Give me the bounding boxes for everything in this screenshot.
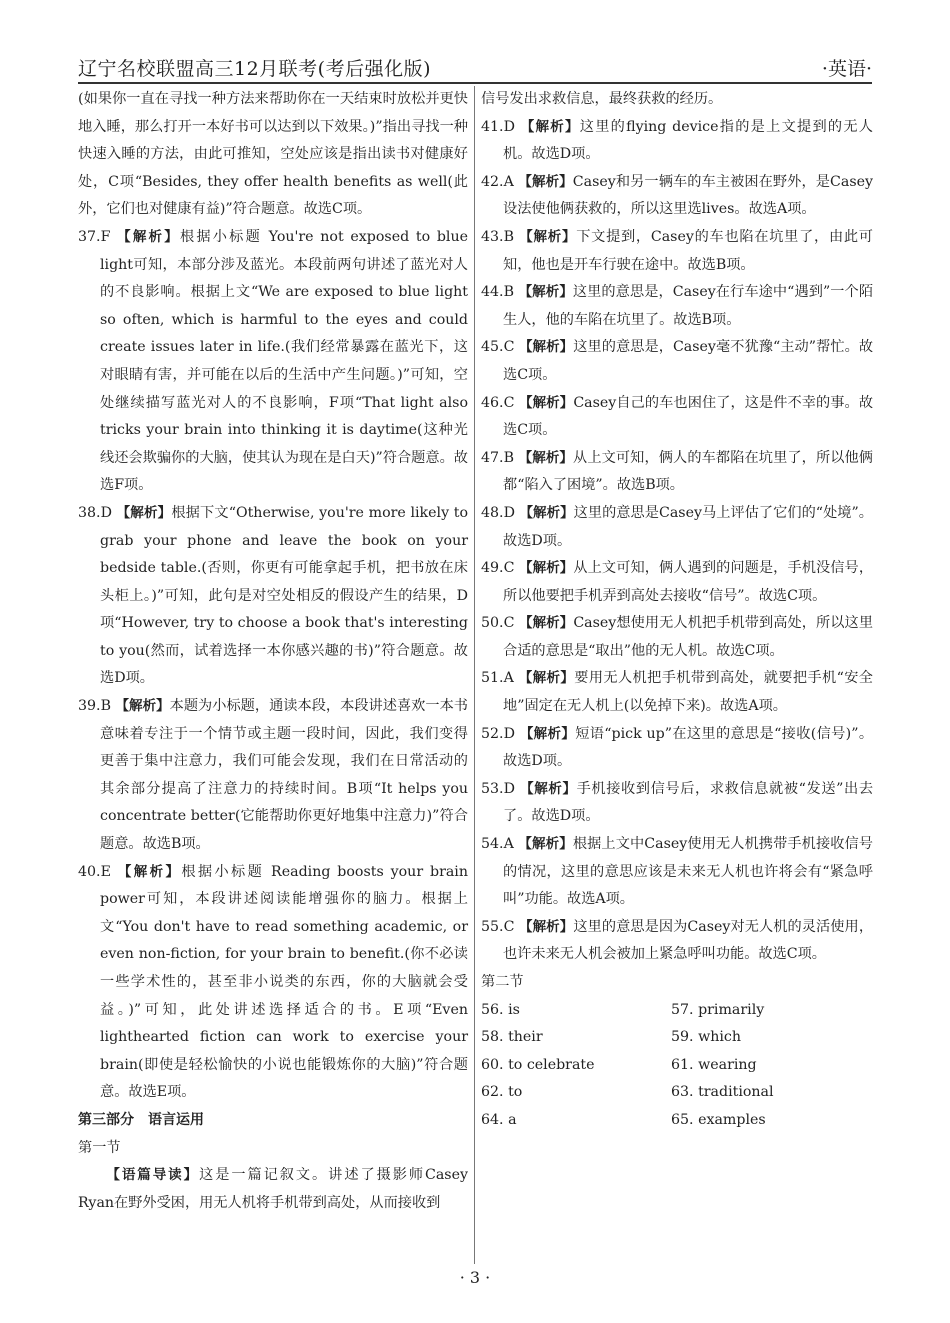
explanation-text: 这里的意思是，Casey在行车途中“遇到”一个陌生人，他的车陷在坑里了。故选B项。: [503, 284, 874, 328]
q37-explanation: [78, 224, 468, 500]
explanation-text: Casey和另一辆车的车主被困在野外，是Casey设法使他俩获救的，所以这里选lives。故选A项。: [503, 173, 874, 218]
explanation-item: [481, 776, 873, 831]
analysis-tag: 【解析】: [519, 615, 574, 632]
explanation-item: [481, 169, 873, 224]
answer-key: 48.D: [481, 504, 515, 521]
answer-key: 49.C: [481, 560, 515, 577]
analysis-tag: 【解析】: [519, 560, 574, 577]
analysis-tag: 【解析】: [519, 228, 577, 245]
answer-key: 55.C: [481, 918, 515, 935]
answer-key: 51.A: [481, 670, 514, 687]
q40-tag: 【解析】: [117, 863, 182, 880]
answer-key: 44.B: [481, 284, 514, 301]
answer-cell: 59. which: [671, 1029, 741, 1046]
q36-continuation: (如果你一直在寻找一种方法来帮助你在一天结束时放松并更快地入睡，那么打开一本好书可以达到以下效果。)”指出寻找一种快速入睡的方法，由此可推知，空处应该是指出读书对健康好处，C项“Besides, they offer health benefits as well(此外，它们也对健康有益)”符合题意。故选C项。: [78, 91, 468, 218]
q38-text: 根据下文“Otherwise, you're more likely to grab your phone and leave the book on your bedside table.(否则，你更有可能拿起手机，把书放在床头柜上。)”可知，此句是对空处相反的假设产生的结果，D项“However, try to choose a book that's interesting to you(然而，试着选择一本你感兴趣的书)”符合题意。故选D项。: [100, 504, 469, 687]
answer-key: 42.A: [481, 173, 514, 190]
column-divider: [474, 86, 475, 1264]
q37-text: 根据小标题 You're not exposed to blue light可知，本部分涉及蓝光。本段前两句讲述了蓝光对人的不良影响。根据上文“We are exposed to blue light so often, which is harmful to the eyes and could create issues later in life.(我们经常暴露在蓝光下，这对眼睛有害，并可能在以后的生活中产生问题。)”可知，空处继续描写蓝光对人的不良影响，F项“That light also tricks your brain into thinking it is daytime(这种光线还会欺骗你的大脑，使其认为现在是白天)”符合题意。故选F项。: [100, 228, 468, 494]
guide-text: 这是一篇记叙文。讲述了摄影师Casey Ryan在野外受困，用无人机将手机带到高处，从而接收到: [78, 1167, 469, 1211]
answer-cell: 64. a: [481, 1111, 517, 1128]
explanation-item: [481, 445, 873, 500]
explanation-item: [481, 224, 873, 279]
explanation-item: [481, 665, 873, 720]
analysis-tag: 【解析】: [518, 284, 573, 301]
answer-key: 53.D: [481, 780, 515, 797]
q39-explanation: [78, 693, 468, 859]
explanation-item: [481, 831, 873, 914]
explanation-text: 这里的意思是因为Casey对无人机的灵活使用，也许未来无人机会被加上紧急呼叫功能。故选C项。: [503, 918, 874, 963]
subject-label: ·英语·: [821, 58, 872, 80]
explanation-item: [481, 914, 873, 969]
q40-answer: 40.E: [78, 863, 111, 880]
explanation-item: [481, 390, 873, 445]
answer-cell: 61. wearing: [671, 1056, 757, 1073]
q37-answer: 37.F: [78, 228, 111, 245]
explanation-text: Casey自己的车也困住了，这是件不幸的事。故选C项。: [503, 394, 874, 439]
answer-key: 46.C: [481, 394, 515, 411]
analysis-tag: 【解析】: [519, 918, 574, 935]
analysis-tag: 【解析】: [518, 670, 575, 687]
explanation-text: 这里的flying device指的是上文提到的无人机。故选D项。: [503, 118, 873, 163]
analysis-tag: 【解析】: [519, 725, 576, 742]
answer-key: 52.D: [481, 725, 515, 742]
guide-continuation: 信号发出求救信息，最终获救的经历。: [481, 91, 723, 107]
explanation-text: Casey想使用无人机把手机带到高处，所以这里合适的意思是“取出”他的无人机。故选C项。: [503, 615, 874, 659]
explanation-item: [481, 334, 873, 389]
analysis-tag: 【解析】: [520, 780, 577, 797]
page-header: [78, 52, 872, 84]
q38-tag: 【解析】: [116, 504, 172, 521]
explanation-item: [481, 500, 873, 555]
answer-cell: 60. to celebrate: [481, 1056, 595, 1073]
q39-tag: 【解析】: [115, 698, 170, 715]
explanation-item: [481, 555, 873, 610]
q40-explanation: [78, 859, 468, 1107]
explanation-text: 要用无人机把手机带到高处，就要把手机“安全地”固定在无人机上(以免掉下来)。故选A项。: [503, 670, 873, 715]
answer-key: 43.B: [481, 228, 514, 245]
explanation-text: 根据上文中Casey使用无人机携带手机接收信号的情况，这里的意思应该是未来无人机也许将会有“紧急呼叫”功能。故选A项。: [503, 836, 873, 908]
section2-title: 第二节: [481, 974, 524, 990]
q38-explanation: [78, 500, 468, 693]
answer-cell: 57. primarily: [671, 1001, 765, 1018]
q39-answer: 39.B: [78, 698, 111, 715]
q40-text: 根据小标题 Reading boosts your brain power可知，本段讲述阅读能增强你的脑力。根据上文“You don't have to read something academic, or even non-fiction, for your brain to benefit.(你不必读一些学术性的，甚至非小说类的东西，你的大脑就会受益。)”可知，此处讲述选择适合的书。E项“Even lighthearted fiction can work to exercise your brain(即使是轻松愉快的小说也能锻炼你的大脑)”符合题意。故选E项。: [100, 863, 468, 1101]
section1-title: 第一节: [78, 1139, 121, 1156]
q38-answer: 38.D: [78, 504, 112, 521]
q39-text: 本题为小标题，通读本段，本段讲述喜欢一本书意味着专注于一个情节或主题一段时间，因此，我们变得更善于集中注意力，我们可能会发现，我们在日常活动的其余部分提高了注意力的持续时间。B项“It helps you concentrate better(它能帮助你更好地集中注意力)”符合题意。故选B项。: [100, 698, 468, 853]
q37-tag: 【解析】: [117, 228, 180, 245]
explanation-item: [481, 721, 873, 776]
explanation-item: [481, 114, 873, 169]
section2-answers: [481, 997, 873, 1135]
part3-title: 第三部分 语言运用: [78, 1111, 204, 1128]
analysis-tag: 【解析】: [519, 394, 574, 411]
analysis-tag: 【解析】: [519, 504, 574, 521]
answer-cell: 65. examples: [671, 1111, 766, 1128]
explanation-text: 从上文可知，俩人遇到的问题是，手机没信号，所以他要把手机弄到高处去接收“信号”。故选C项。: [503, 560, 874, 604]
answer-key: 45.C: [481, 339, 515, 356]
analysis-tag: 【解析】: [518, 836, 573, 853]
explanation-text: 从上文可知，俩人的车都陷在坑里了，所以他俩都“陷入了困境”。故选B项。: [503, 449, 873, 494]
analysis-tag: 【解析】: [519, 339, 574, 356]
explanation-text: 这里的意思是Casey马上评估了它们的“处境”。故选D项。: [503, 504, 873, 549]
answer-key: 54.A: [481, 836, 514, 853]
answer-cell: 56. is: [481, 1001, 520, 1018]
explanation-text: 下文提到，Casey的车也陷在坑里了，由此可知，他也是开车行驶在途中。故选B项。: [503, 228, 873, 273]
answer-key: 41.D: [481, 118, 515, 135]
analysis-tag: 【解析】: [518, 449, 574, 466]
answer-key: 50.C: [481, 615, 515, 632]
page-number: · 3 ·: [459, 1268, 491, 1287]
right-column: [481, 86, 873, 1135]
left-column: [78, 86, 468, 1217]
explanation-item: [481, 279, 873, 334]
answer-cell: 62. to: [481, 1084, 523, 1101]
explanation-text: 这里的意思是，Casey毫不犹豫“主动”帮忙。故选C项。: [503, 339, 874, 383]
passage-guide: [78, 1162, 468, 1217]
exam-title: 辽宁名校联盟高三12月联考(考后强化版): [78, 58, 432, 80]
answer-cell: 63. traditional: [671, 1084, 774, 1101]
answer-explanations: [481, 114, 873, 969]
explanation-text: 手机接收到信号后，求救信息就被“发送”出去了。故选D项。: [503, 780, 874, 825]
explanation-text: 短语“pick up”在这里的意思是“接收(信号)”。故选D项。: [503, 725, 874, 770]
answer-cell: 58. their: [481, 1029, 543, 1046]
answer-key: 47.B: [481, 449, 514, 466]
analysis-tag: 【解析】: [520, 118, 580, 135]
guide-tag: 【语篇导读】: [106, 1167, 200, 1184]
analysis-tag: 【解析】: [518, 173, 573, 190]
explanation-item: [481, 610, 873, 665]
